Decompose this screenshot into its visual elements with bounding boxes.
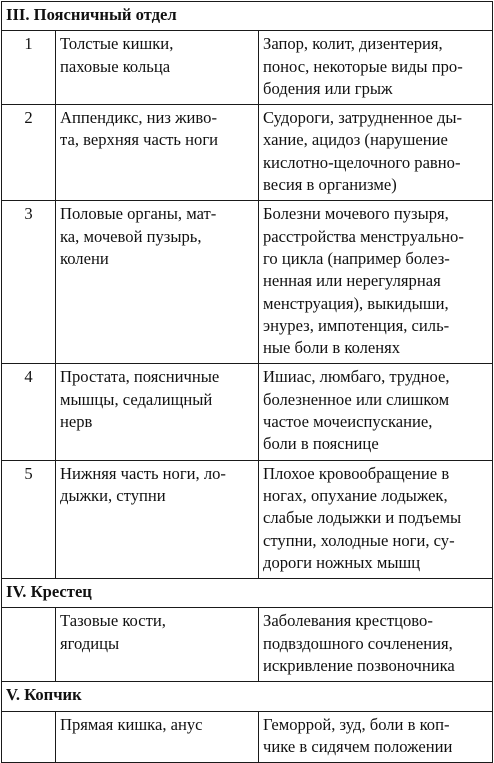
symptoms: Ишиас, люмбаго, трудное, болезненное или слишком частое мочеиспускание, боли в пояснице: [259, 364, 493, 460]
table-row: [2, 31, 493, 105]
affected-area: Простата, поясничные мышцы, седалищный нерв: [56, 364, 259, 460]
affected-area: Тазовые кости, ягодицы: [56, 608, 259, 682]
vertebra-number: 2: [2, 105, 56, 201]
vertebra-number: 1: [2, 31, 56, 105]
symptoms: Запор, колит, дизентерия, понос, некоторые виды про- бодения или грыж: [259, 31, 493, 105]
symptoms: Судороги, затрудненное ды- хание, ацидоз (нарушение кислотно-щелочного равно- весия в организме): [259, 105, 493, 201]
vertebra-number: [2, 711, 56, 763]
section-title-sacrum: IV. Крестец: [2, 579, 493, 608]
section-title-lumbar: III. Поясничный отдел: [2, 2, 493, 31]
section-header-row: [2, 579, 493, 608]
vertebra-number: 3: [2, 201, 56, 364]
table-row: [2, 711, 493, 763]
symptoms: Заболевания крестцово- подвздошного сочленения, искривление позвоночника: [259, 608, 493, 682]
vertebra-number: [2, 608, 56, 682]
table-row: [2, 460, 493, 578]
affected-area: Нижняя часть ноги, ло- дыжки, ступни: [56, 460, 259, 578]
affected-area: Половые органы, мат- ка, мочевой пузырь, колени: [56, 201, 259, 364]
table-row: [2, 608, 493, 682]
table-row: [2, 105, 493, 201]
symptoms: Геморрой, зуд, боли в коп- чике в сидячем положении: [259, 711, 493, 763]
symptoms: Болезни мочевого пузыря, расстройства менструально- го цикла (например болез- ненная или нерегулярная менструация), выкидыши, энурез, импотенция, силь- ные боли в коленях: [259, 201, 493, 364]
vertebra-number: 5: [2, 460, 56, 578]
affected-area: Прямая кишка, анус: [56, 711, 259, 763]
table-row: [2, 201, 493, 364]
symptoms: Плохое кровообращение в ногах, опухание лодыжек, слабые лодыжки и подъемы ступни, холодные ноги, су- дороги ножных мышц: [259, 460, 493, 578]
section-header-row: [2, 2, 493, 31]
section-title-coccyx: V. Копчик: [2, 682, 493, 711]
section-header-row: [2, 682, 493, 711]
table-row: [2, 364, 493, 460]
affected-area: Аппендикс, низ живо- та, верхняя часть ноги: [56, 105, 259, 201]
affected-area: Толстые кишки, паховые кольца: [56, 31, 259, 105]
spine-reference-table: [1, 1, 493, 763]
vertebra-number: 4: [2, 364, 56, 460]
